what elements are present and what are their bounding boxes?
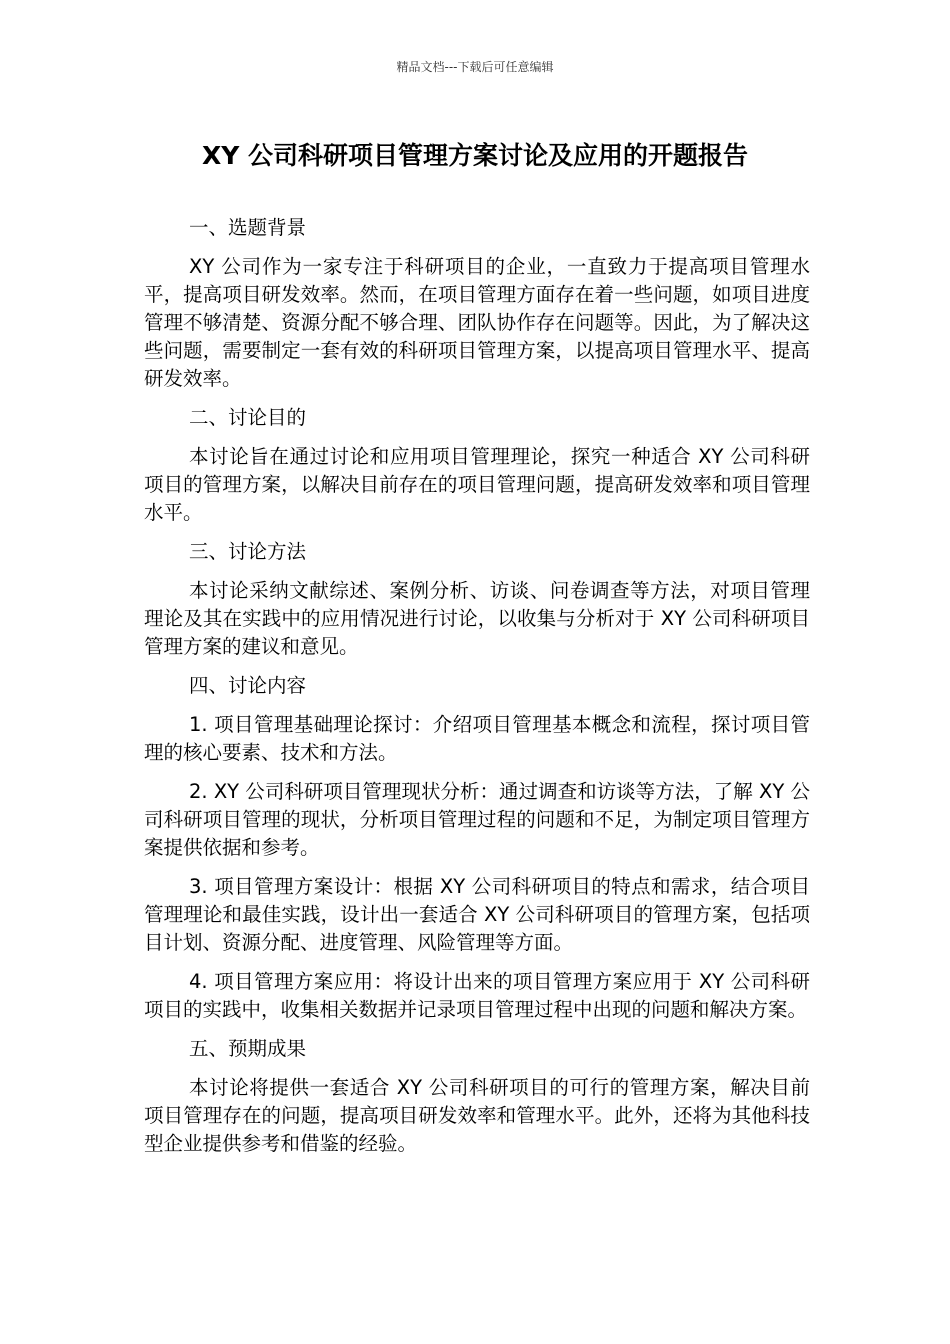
list-item: 3. 项目管理方案设计：根据 XY 公司科研项目的特点和需求，结合项目管理理论和最佳实践，设计出一套适合 XY 公司科研项目的管理方案，包括项目计划、资源分配、进度管理、风险管理等方面。 [144,875,810,954]
list-item: 2. XY 公司科研项目管理现状分析：通过调查和访谈等方法，了解 XY 公司科研项目管理的现状，分析项目管理过程的问题和不足，为制定项目管理方案提供依据和参考。 [144,780,810,859]
header-note: 精品文档---下载后可任意编辑 [396,60,554,74]
paragraph-purpose: 本讨论旨在通过讨论和应用项目管理理论，探究一种适合 XY 公司科研项目的管理方案，以解决目前存在的项目管理问题，提高研发效率和项目管理水平。 [144,445,810,524]
section-heading-content: 四、讨论内容 [189,674,307,697]
paragraph-expected-results: 本讨论将提供一套适合 XY 公司科研项目的可行的管理方案，解决目前项目管理存在的问题，提高项目研发效率和管理水平。此外，还将为其他科技型企业提供参考和借鉴的经验。 [144,1076,810,1155]
section-heading-method: 三、讨论方法 [189,540,307,563]
list-item: 1. 项目管理基础理论探讨：介绍项目管理基本概念和流程，探讨项目管理的核心要素、技术和方法。 [144,713,810,764]
paragraph-method: 本讨论采纳文献综述、案例分析、访谈、问卷调查等方法，对项目管理理论及其在实践中的应用情况进行讨论，以收集与分析对于 XY 公司科研项目管理方案的建议和意见。 [144,579,810,658]
section-heading-expected-results: 五、预期成果 [189,1037,307,1060]
section-heading-purpose: 二、讨论目的 [189,406,307,429]
list-item: 4. 项目管理方案应用：将设计出来的项目管理方案应用于 XY 公司科研项目的实践中，收集相关数据并记录项目管理过程中出现的问题和解决方案。 [144,970,810,1021]
section-heading-background: 一、选题背景 [189,216,307,239]
document-title: XY 公司科研项目管理方案讨论及应用的开题报告 [201,141,749,170]
paragraph-background: XY 公司作为一家专注于科研项目的企业，一直致力于提高项目管理水平，提高项目研发效率。然而，在项目管理方面存在着一些问题，如项目进度管理不够清楚、资源分配不够合理、团队协作存在问题等。因此，为了解决这些问题，需要制定一套有效的科研项目管理方案，以提高项目管理水平、提高研发效率。 [144,255,810,390]
document-body [144,214,810,1169]
